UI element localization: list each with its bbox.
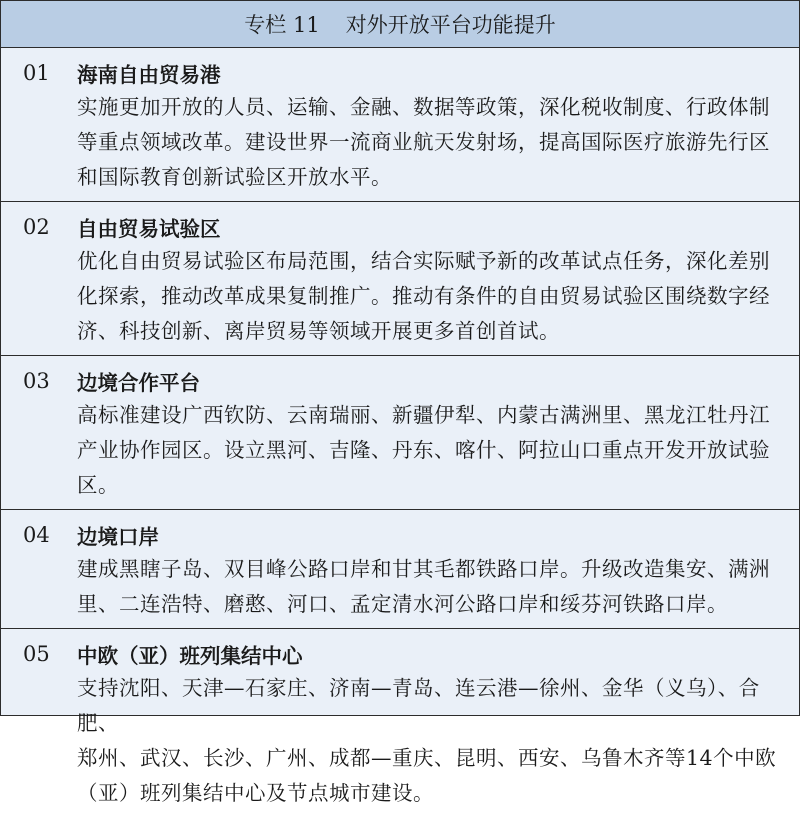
section-heading (23, 637, 789, 671)
body-line: 济、科技创新、离岸贸易等领域开展更多首创首试。 (77, 319, 560, 343)
section-body (23, 552, 789, 622)
section-number: 04 (23, 523, 50, 547)
body-line: 郑州、武汉、长沙、广州、成都—重庆、昆明、西安、乌鲁木齐等14个中欧 (77, 746, 777, 770)
section-number: 05 (23, 642, 50, 666)
body-line: 等重点领域改革。建设世界一流商业航天发射场，提高国际医疗旅游先行区 (77, 130, 770, 154)
body-line: 建成黑瞎子岛、双目峰公路口岸和甘其毛都铁路口岸。升级改造集安、满洲 (77, 557, 770, 581)
section-title: 边境口岸 (77, 525, 159, 549)
section-body (23, 244, 789, 349)
section-heading (23, 210, 789, 244)
section-title: 自由贸易试验区 (77, 217, 221, 241)
column-number (244, 9, 319, 39)
section-number: 02 (23, 215, 50, 239)
section-heading (23, 364, 789, 398)
column-header (1, 1, 799, 48)
section-heading (23, 518, 789, 552)
section-china-europe-rail (1, 629, 799, 817)
section-number: 03 (23, 369, 50, 393)
section-title: 中欧（亚）班列集结中心 (77, 644, 303, 668)
section-heading (23, 56, 789, 90)
section-border-ports (1, 510, 799, 629)
section-body (23, 398, 789, 503)
section-title: 海南自由贸易港 (77, 63, 221, 87)
body-line: 化探索，推动改革成果复制推广。推动有条件的自由贸易试验区围绕数字经 (77, 284, 770, 308)
section-title: 边境合作平台 (77, 371, 200, 395)
body-line: （亚）班列集结中心及节点城市建设。 (77, 781, 434, 805)
section-border-cooperation (1, 356, 799, 510)
section-number: 01 (23, 61, 50, 85)
body-line: 里、二连浩特、磨憨、河口、孟定清水河公路口岸和绥芬河铁路口岸。 (77, 592, 728, 616)
section-body (23, 90, 789, 195)
body-line: 产业协作园区。设立黑河、吉隆、丹东、喀什、阿拉山口重点开发开放试验区。 (77, 438, 770, 497)
section-body (23, 671, 789, 811)
body-line: 支持沈阳、天津—石家庄、济南—青岛、连云港—徐州、金华（义乌）、合肥、 (77, 676, 760, 735)
section-hainan (1, 48, 799, 202)
body-line: 高标准建设广西钦防、云南瑞丽、新疆伊犁、内蒙古满洲里、黑龙江牡丹江 (77, 403, 770, 427)
body-line: 和国际教育创新试验区开放水平。 (77, 165, 392, 189)
column-title: 对外开放平台功能提升 (345, 13, 556, 37)
body-line: 实施更加开放的人员、运输、金融、数据等政策，深化税收制度、行政体制 (77, 95, 770, 119)
column-number-value: 11 (292, 13, 320, 37)
column-label: 专栏 (244, 13, 287, 37)
section-ftz (1, 202, 799, 356)
body-line: 优化自由贸易试验区布局范围，结合实际赋予新的改革试点任务，深化差别 (77, 249, 770, 273)
